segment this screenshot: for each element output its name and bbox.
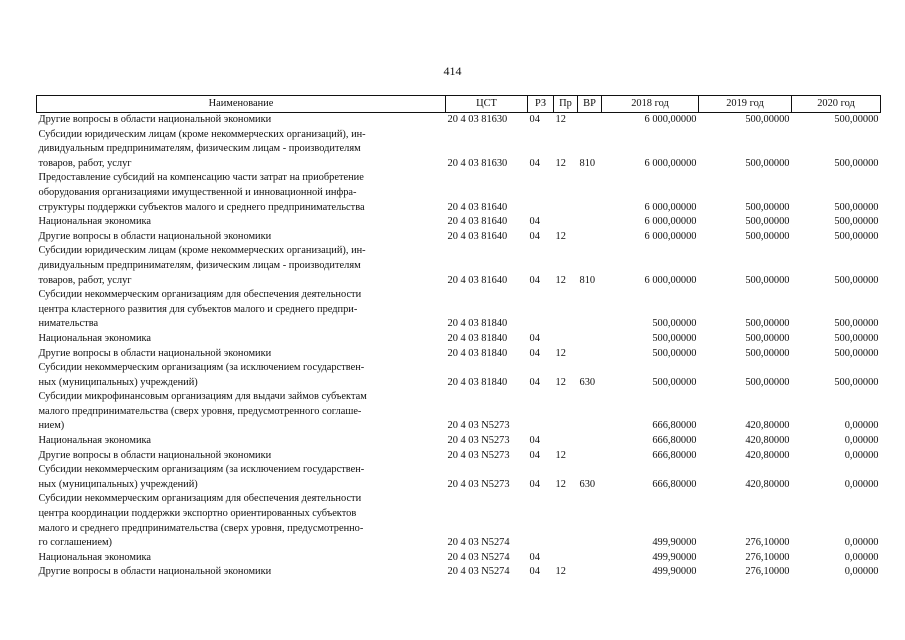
row-name: Национальная экономика (38, 332, 152, 344)
table-row (37, 551, 881, 566)
row-pr: 12 (555, 376, 566, 388)
header-vr: ВР (578, 96, 602, 113)
row-cst: 20 4 03 81640 (447, 230, 508, 242)
row-vr (578, 347, 602, 362)
row-value-2020: 500,00000 (834, 332, 879, 344)
row-value-2019: 420,80000 (745, 449, 790, 461)
row-name: Субсидии юридическим лицам (кроме некоммерческих организаций), ин- дивидуальным предпринимателям, физическим лицам - производителям товаров, работ, услуг (38, 128, 366, 169)
row-value-2018: 499,90000 (652, 551, 697, 563)
row-value-2018: 6 000,00000 (644, 274, 697, 286)
row-pr: 12 (555, 478, 566, 490)
header-name: Наименование (37, 96, 446, 113)
row-rz (528, 288, 554, 332)
row-vr (578, 215, 602, 230)
row-vr (578, 492, 602, 550)
table-row (37, 492, 881, 550)
row-rz: 04 (529, 376, 540, 388)
row-cst: 20 4 03 N5273 (447, 478, 510, 490)
row-vr (578, 449, 602, 464)
row-pr (554, 215, 578, 230)
row-name: Предоставление субсидий на компенсацию части затрат на приобретение оборудования организациями имущественной и инновационной инфра- структуры поддержки субъектов малого и среднего предпринимательства (38, 172, 365, 213)
row-value-2018: 500,00000 (652, 318, 697, 330)
row-pr: 12 (555, 566, 566, 578)
row-rz: 04 (529, 157, 540, 169)
row-cst: 20 4 03 81640 (447, 274, 508, 286)
row-pr (554, 390, 578, 434)
row-rz (528, 390, 554, 434)
row-cst: 20 4 03 81630 (447, 157, 508, 169)
table-row (37, 244, 881, 288)
row-value-2020: 0,00000 (844, 449, 879, 461)
row-pr (554, 332, 578, 347)
row-cst: 20 4 03 N5273 (447, 435, 510, 447)
row-value-2018: 500,00000 (652, 376, 697, 388)
row-name: Субсидии некоммерческим организациям для обеспечения деятельности центра кластерного развития для субъектов малого и среднего предпри- нимательства (38, 289, 362, 330)
row-vr (578, 332, 602, 347)
row-pr: 12 (555, 274, 566, 286)
row-value-2019: 420,80000 (745, 420, 790, 432)
row-vr: 810 (579, 157, 596, 169)
row-value-2020: 500,00000 (834, 114, 879, 125)
row-vr (578, 171, 602, 215)
row-value-2019: 500,00000 (745, 114, 790, 125)
header-pr: Пр (554, 96, 578, 113)
table-row (37, 113, 881, 128)
header-2019: 2019 год (699, 96, 792, 113)
table-row (37, 449, 881, 464)
row-vr (578, 565, 602, 580)
row-vr (578, 288, 602, 332)
row-cst: 20 4 03 81640 (447, 201, 508, 213)
row-value-2020: 500,00000 (834, 157, 879, 169)
row-cst: 20 4 03 N5274 (447, 551, 510, 563)
row-name: Другие вопросы в области национальной экономики (38, 449, 272, 461)
row-value-2019: 420,80000 (745, 435, 790, 447)
row-value-2019: 276,10000 (745, 551, 790, 563)
row-pr: 12 (555, 157, 566, 169)
row-name: Субсидии некоммерческим организациям для обеспечения деятельности центра координации поддержки экспортно ориентированных субъектов малого и среднего предпринимательства (сверх уровня, предусмотренно- го соглашением) (38, 493, 364, 549)
row-rz: 04 (529, 332, 540, 344)
table-row (37, 361, 881, 390)
row-vr (578, 390, 602, 434)
row-value-2020: 500,00000 (834, 201, 879, 213)
row-vr: 810 (579, 274, 596, 286)
row-value-2020: 500,00000 (834, 318, 879, 330)
row-cst: 20 4 03 N5273 (447, 449, 510, 461)
row-vr: 630 (579, 376, 596, 388)
row-pr: 12 (555, 230, 566, 242)
row-pr (554, 171, 578, 215)
row-value-2020: 500,00000 (834, 216, 879, 228)
row-value-2019: 500,00000 (745, 201, 790, 213)
row-value-2018: 500,00000 (652, 347, 697, 359)
row-rz (528, 171, 554, 215)
row-rz: 04 (529, 478, 540, 490)
row-pr: 12 (555, 114, 566, 125)
row-name: Субсидии юридическим лицам (кроме некоммерческих организаций), ин- дивидуальным предпринимателям, физическим лицам - производителям товаров, работ, услуг (38, 245, 366, 286)
row-pr: 12 (555, 449, 566, 461)
row-name: Субсидии микрофинансовым организациям для выдачи займов субъектам малого предпринимательства (сверх уровня, предусмотренного соглаше- нием) (38, 391, 367, 432)
row-value-2019: 500,00000 (745, 332, 790, 344)
row-value-2019: 500,00000 (745, 157, 790, 169)
row-value-2019: 500,00000 (745, 376, 790, 388)
row-value-2020: 500,00000 (834, 274, 879, 286)
table-row (37, 171, 881, 215)
row-value-2019: 500,00000 (745, 347, 790, 359)
row-value-2019: 500,00000 (745, 216, 790, 228)
row-rz: 04 (529, 566, 540, 578)
table-row (37, 128, 881, 172)
row-cst: 20 4 03 N5274 (447, 537, 510, 549)
row-name: Национальная экономика (38, 551, 152, 563)
row-value-2019: 276,10000 (745, 537, 790, 549)
table-row (37, 434, 881, 449)
table-row (37, 230, 881, 245)
row-value-2020: 0,00000 (844, 537, 879, 549)
row-value-2020: 500,00000 (834, 230, 879, 242)
row-value-2018: 666,80000 (652, 449, 697, 461)
row-value-2018: 6 000,00000 (644, 216, 697, 228)
table-row (37, 288, 881, 332)
row-cst: 20 4 03 81840 (447, 347, 508, 359)
row-value-2019: 276,10000 (745, 566, 790, 578)
header-rz: РЗ (528, 96, 554, 113)
row-name: Другие вопросы в области национальной экономики (38, 347, 272, 359)
row-vr (578, 434, 602, 449)
row-value-2018: 499,90000 (652, 537, 697, 549)
row-value-2019: 500,00000 (745, 230, 790, 242)
row-value-2020: 0,00000 (844, 478, 879, 490)
row-cst: 20 4 03 81630 (447, 114, 508, 125)
row-value-2018: 6 000,00000 (644, 230, 697, 242)
header-cst: ЦСТ (446, 96, 528, 113)
row-cst: 20 4 03 81840 (447, 376, 508, 388)
row-value-2020: 0,00000 (844, 420, 879, 432)
row-name: Другие вопросы в области национальной экономики (38, 230, 272, 242)
row-value-2018: 666,80000 (652, 478, 697, 490)
header-2020: 2020 год (792, 96, 881, 113)
row-value-2018: 666,80000 (652, 435, 697, 447)
row-value-2018: 499,90000 (652, 566, 697, 578)
row-rz: 04 (529, 114, 540, 125)
row-value-2019: 500,00000 (745, 318, 790, 330)
table-header-row (37, 96, 881, 113)
row-value-2020: 0,00000 (844, 435, 879, 447)
table-row (37, 347, 881, 362)
row-vr (578, 113, 602, 128)
row-value-2019: 420,80000 (745, 478, 790, 490)
row-name: Субсидии некоммерческим организациям (за исключением государствен- ных (муниципальных) учреждений) (38, 464, 365, 490)
row-value-2018: 6 000,00000 (644, 114, 697, 125)
row-pr (554, 434, 578, 449)
row-value-2018: 6 000,00000 (644, 157, 697, 169)
row-value-2018: 666,80000 (652, 420, 697, 432)
row-vr: 630 (579, 478, 596, 490)
row-vr (578, 551, 602, 566)
row-name: Субсидии некоммерческим организациям (за исключением государствен- ных (муниципальных) учреждений) (38, 362, 365, 388)
row-rz: 04 (529, 216, 540, 228)
row-pr (554, 551, 578, 566)
table-row (37, 332, 881, 347)
header-2018: 2018 год (602, 96, 699, 113)
row-value-2020: 500,00000 (834, 376, 879, 388)
row-value-2020: 0,00000 (844, 551, 879, 563)
table-row (37, 215, 881, 230)
row-rz: 04 (529, 435, 540, 447)
row-name: Другие вопросы в области национальной экономики (38, 566, 272, 578)
row-rz: 04 (529, 347, 540, 359)
row-value-2018: 500,00000 (652, 332, 697, 344)
page-number: 414 (443, 64, 462, 78)
row-cst: 20 4 03 N5273 (447, 420, 510, 432)
row-pr (554, 288, 578, 332)
row-cst: 20 4 03 81640 (447, 216, 508, 228)
row-value-2018: 6 000,00000 (644, 201, 697, 213)
row-cst: 20 4 03 N5274 (447, 566, 510, 578)
row-value-2019: 500,00000 (745, 274, 790, 286)
row-pr (554, 492, 578, 550)
row-cst: 20 4 03 81840 (447, 318, 508, 330)
table-row (37, 390, 881, 434)
row-name: Национальная экономика (38, 216, 152, 228)
row-rz: 04 (529, 551, 540, 563)
row-name: Другие вопросы в области национальной экономики (38, 114, 272, 125)
budget-table (36, 95, 881, 580)
table-row (37, 565, 881, 580)
row-value-2020: 500,00000 (834, 347, 879, 359)
table-row (37, 463, 881, 492)
row-value-2020: 0,00000 (844, 566, 879, 578)
row-rz (528, 492, 554, 550)
row-name: Национальная экономика (38, 435, 152, 447)
row-cst: 20 4 03 81840 (447, 332, 508, 344)
row-vr (578, 230, 602, 245)
row-rz: 04 (529, 449, 540, 461)
row-rz: 04 (529, 274, 540, 286)
row-pr: 12 (555, 347, 566, 359)
row-rz: 04 (529, 230, 540, 242)
